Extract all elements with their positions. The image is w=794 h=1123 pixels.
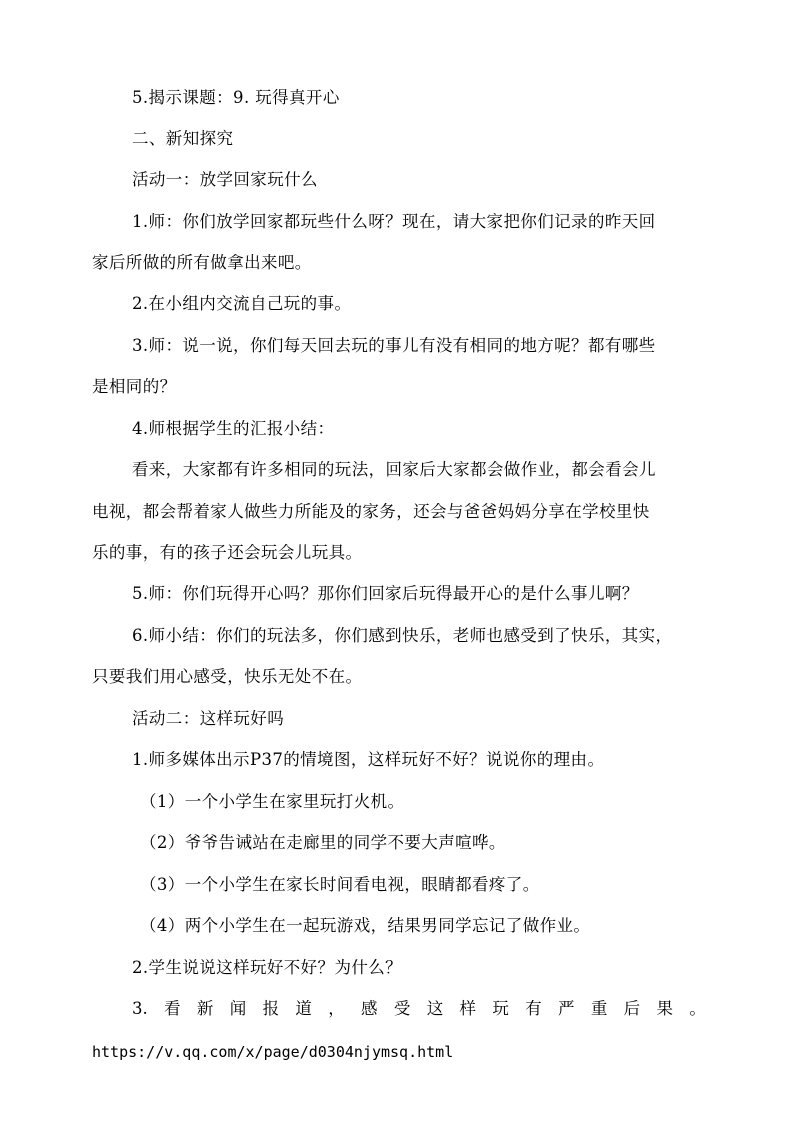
paragraph-line: 4.师根据学生的汇报小结： <box>132 419 335 438</box>
justified-char: 看 <box>164 999 181 1018</box>
paragraph-reveal-topic: 5.揭示课题：9. 玩得真开心 <box>132 88 340 107</box>
justified-char: 新 <box>196 999 214 1018</box>
justified-char: 受 <box>393 999 411 1018</box>
paragraph-line: 5.师：你们玩得开心吗？那你们回家后玩得最开心的是什么事儿啊？ <box>132 584 639 603</box>
justified-char: 样 <box>459 999 477 1018</box>
justified-char: 有 <box>525 999 542 1018</box>
paragraph-line: 2.在小组内交流自己玩的事。 <box>132 294 352 313</box>
justified-char: 报 <box>262 999 280 1018</box>
justified-char: ， <box>328 999 345 1018</box>
list-item: （3）一个小学生在家长时间看电视，眼睛都看疼了。 <box>140 875 540 894</box>
paragraph-line: 1.师：你们放学回家都玩些什么呀？现在，请大家把你们记录的昨天回 <box>132 212 656 231</box>
justified-char: 这 <box>426 999 444 1018</box>
list-item: （4）两个小学生在一起玩游戏，结果男同学忘记了做作业。 <box>140 916 591 935</box>
paragraph-line: 3.师：说一说，你们每天回去玩的事儿有没有相同的地方呢？都有哪些 <box>132 336 656 355</box>
video-url-link[interactable]: https://v.qq.com/x/page/d0304njymsq.html <box>92 1043 454 1061</box>
paragraph-line: 只要我们用心感受，快乐无处不在。 <box>92 667 363 686</box>
paragraph-line: 电视，都会帮着家人做些力所能及的家务，还会与爸爸妈妈分享在学校里快 <box>92 502 650 521</box>
activity-two-heading: 活动二：这样玩好吗 <box>132 709 285 728</box>
paragraph-line: 6.师小结：你们的玩法多，你们感到快乐，老师也感受到了快乐，其实， <box>132 626 673 645</box>
justified-char: 3. <box>132 999 148 1018</box>
justified-char: 后 <box>623 999 641 1018</box>
paragraph-line: 看来，大家都有许多相同的玩法，回家后大家都会做作业，都会看会儿 <box>132 460 656 479</box>
activity-one-heading: 活动一：放学回家玩什么 <box>132 170 318 189</box>
justified-char: 闻 <box>229 999 247 1018</box>
justified-char: 道 <box>295 999 312 1018</box>
justified-char: 重 <box>590 999 608 1018</box>
paragraph-line: 家后所做的所有做拿出来吧。 <box>92 253 312 272</box>
justified-char: 感 <box>361 999 378 1018</box>
paragraph-line: 是相同的？ <box>92 377 177 396</box>
paragraph-line: 2.学生说说这样玩好不好？为什么？ <box>132 958 403 977</box>
justified-char: 果 <box>656 999 673 1018</box>
justified-news-line <box>132 997 706 1021</box>
list-item: （1）一个小学生在家里玩打火机。 <box>140 792 405 811</box>
justified-char: 严 <box>558 999 575 1018</box>
justified-char: 。 <box>689 999 706 1018</box>
paragraph-line: 乐的事，有的孩子还会玩会儿玩具。 <box>92 543 363 562</box>
justified-char: 玩 <box>492 999 509 1018</box>
paragraph-line: 1.师多媒体出示P37的情境图，这样玩好不好？说说你的理由。 <box>132 750 605 769</box>
list-item: （2）爷爷告诫站在走廊里的同学不要大声喧哗。 <box>140 833 506 852</box>
section-heading-explore: 二、新知探究 <box>132 129 234 148</box>
